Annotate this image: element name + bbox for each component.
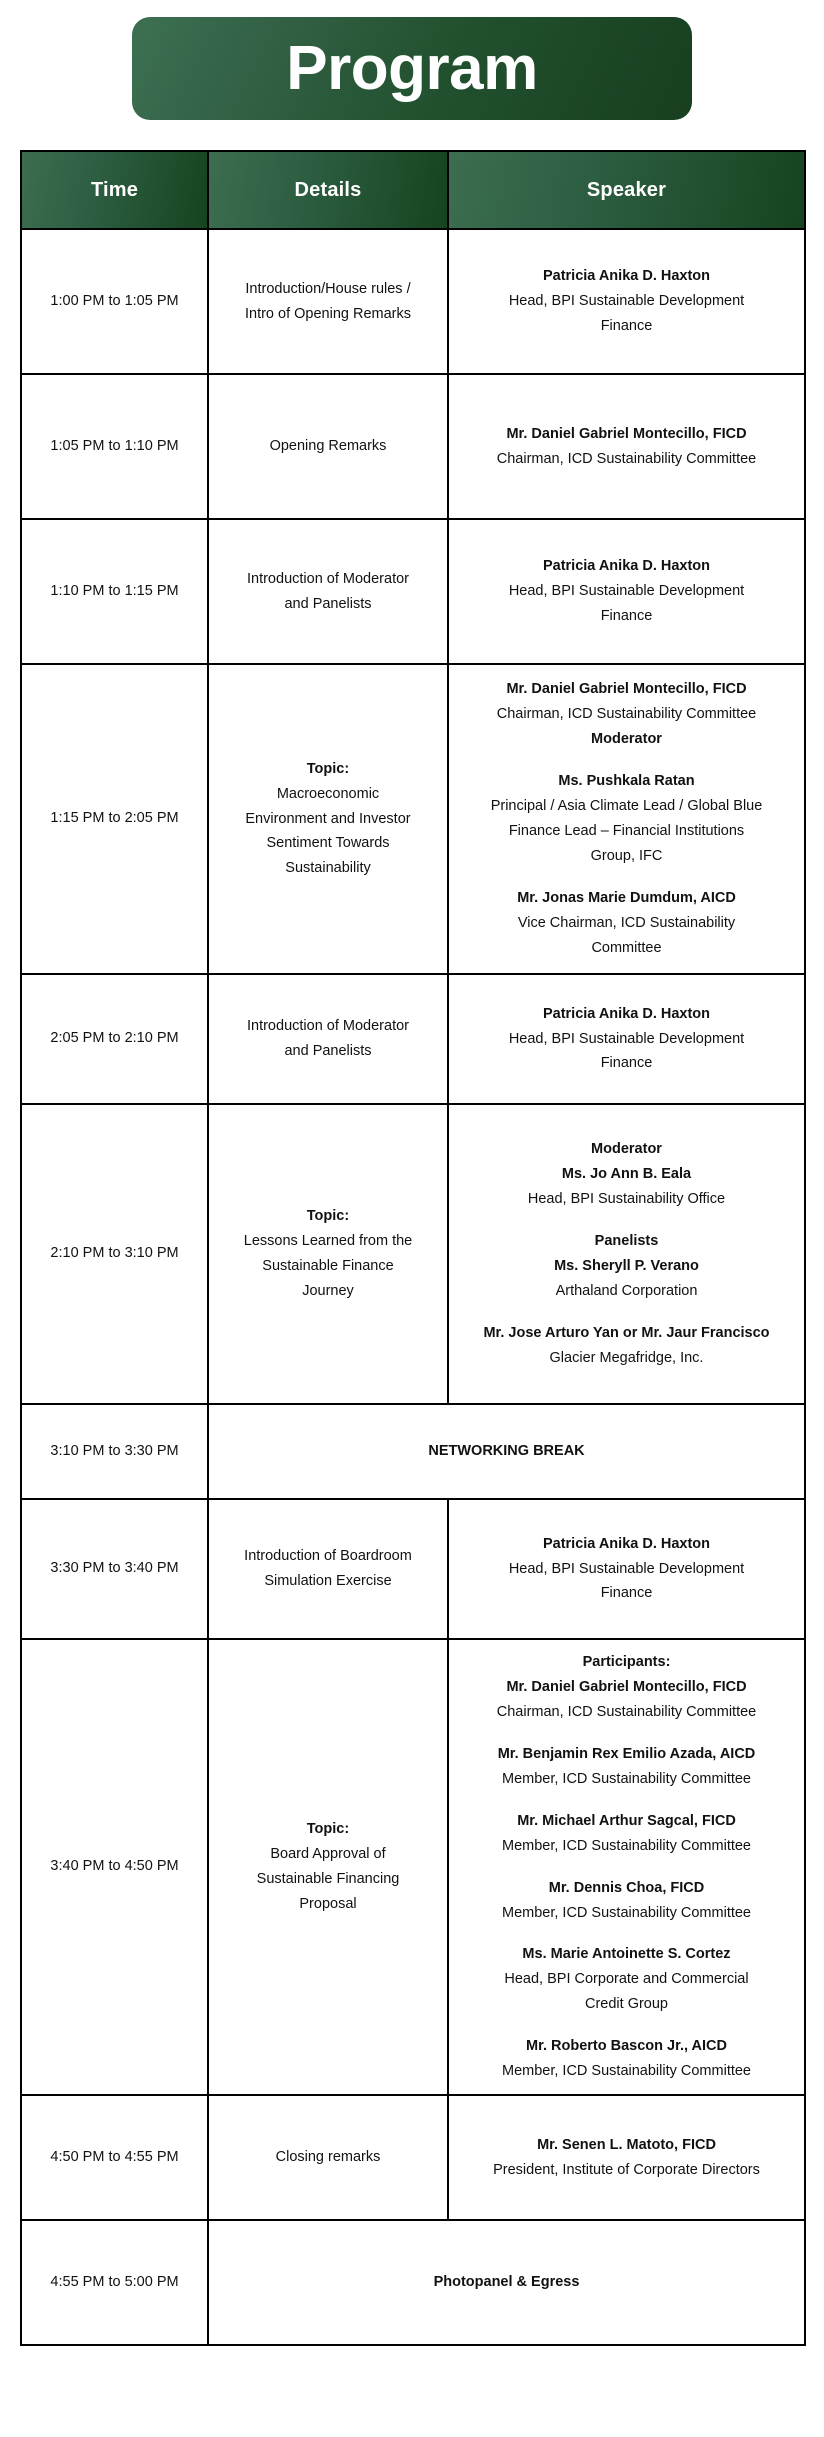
speaker-role: Head, BPI Corporate and Commercial xyxy=(504,1971,749,1988)
table-row xyxy=(21,664,805,974)
details-line: and Panelists xyxy=(284,1043,372,1059)
table-row xyxy=(21,974,805,1104)
table-header-row xyxy=(21,151,805,229)
details-line: Introduction/House rules / xyxy=(245,280,411,297)
speaker-block xyxy=(457,1742,796,1792)
details-line: Sustainable Finance xyxy=(262,1258,394,1274)
speaker-role: Finance xyxy=(600,317,653,334)
speaker-role: Member, ICD Sustainability Committee xyxy=(502,2063,751,2080)
cell-details xyxy=(208,374,448,519)
speaker-name: Ms. Sheryll P. Verano xyxy=(554,1258,699,1274)
program-table xyxy=(20,150,806,2346)
speaker-role: Finance xyxy=(600,1585,653,1602)
details-line: Topic: xyxy=(306,1208,350,1225)
details-line: and Panelists xyxy=(284,595,372,612)
speaker-block xyxy=(457,1809,796,1859)
speaker-name: Mr. Daniel Gabriel Montecillo, FICD xyxy=(506,1678,747,1695)
cell-speaker xyxy=(448,374,805,519)
speaker-block-spacer xyxy=(457,1925,796,1942)
speaker-name: Patricia Anika D. Haxton xyxy=(542,1005,711,1022)
cell-details xyxy=(208,519,448,664)
speaker-role: Head, BPI Sustainable Development xyxy=(508,293,745,310)
details-line: Introduction of Boardroom xyxy=(244,1548,412,1565)
cell-speaker xyxy=(448,519,805,664)
speaker-block xyxy=(457,2133,796,2183)
speaker-role: Head, BPI Sustainable Development xyxy=(508,583,745,600)
details-line: Journey xyxy=(302,1282,354,1299)
cell-details xyxy=(208,2095,448,2220)
speaker-role: Credit Group xyxy=(584,1996,668,2013)
details-line: Sustainability xyxy=(285,860,371,877)
speaker-role: Member, ICD Sustainability Committee xyxy=(502,1837,751,1854)
table-row xyxy=(21,1639,805,2095)
speaker-name: Mr. Benjamin Rex Emilio Azada, AICD xyxy=(497,1745,756,1762)
cell-speaker xyxy=(448,229,805,374)
details-line: Topic: xyxy=(306,1821,350,1838)
cell-merged-note: Photopanel & Egress xyxy=(208,2220,805,2345)
speaker-block xyxy=(457,1321,796,1371)
speaker-name: Ms. Pushkala Ratan xyxy=(558,773,695,790)
speaker-name: Participants: xyxy=(582,1654,671,1670)
column-header-details: Details xyxy=(208,151,448,229)
speaker-block-spacer xyxy=(457,2017,796,2034)
details-line: Introduction of Moderator xyxy=(246,570,409,587)
details-line: Intro of Opening Remarks xyxy=(244,305,412,322)
speaker-name: Mr. Michael Arthur Sagcal, FICD xyxy=(517,1812,736,1829)
table-row xyxy=(21,519,805,664)
cell-time: 2:05 PM to 2:10 PM xyxy=(21,974,208,1104)
table-row xyxy=(21,2220,805,2345)
cell-time: 4:50 PM to 4:55 PM xyxy=(21,2095,208,2220)
details-line: Lessons Learned from the xyxy=(243,1233,413,1250)
speaker-role: Head, BPI Sustainable Development xyxy=(508,1560,745,1577)
speaker-name: Ms. Marie Antoinette S. Cortez xyxy=(522,1946,731,1963)
speaker-role: Committee xyxy=(591,939,662,956)
details-line: Sustainable Financing xyxy=(256,1871,400,1888)
column-header-speaker: Speaker xyxy=(448,151,805,229)
speaker-block-spacer xyxy=(457,1792,796,1809)
speaker-role: Arthaland Corporation xyxy=(555,1282,698,1299)
cell-speaker xyxy=(448,1639,805,2095)
table-row xyxy=(21,1404,805,1499)
column-header-time: Time xyxy=(21,151,208,229)
speaker-role: Chairman, ICD Sustainability Committee xyxy=(496,450,757,467)
details-line: Introduction of Moderator xyxy=(246,1018,409,1035)
page-title: Program xyxy=(286,33,538,103)
speaker-block-spacer xyxy=(457,1859,796,1876)
speaker-block xyxy=(457,1229,796,1304)
speaker-block xyxy=(457,1942,796,2017)
speaker-block xyxy=(457,1002,796,1077)
table-row xyxy=(21,2095,805,2220)
cell-details xyxy=(208,974,448,1104)
speaker-block xyxy=(457,1532,796,1607)
speaker-block xyxy=(457,1650,796,1725)
speaker-name: Patricia Anika D. Haxton xyxy=(542,268,711,285)
speaker-role: Finance Lead – Financial Institutions xyxy=(508,823,745,839)
speaker-role: Group, IFC xyxy=(590,847,663,864)
table-head xyxy=(21,151,805,229)
speaker-block-spacer xyxy=(457,1304,796,1321)
table-body xyxy=(21,229,805,2345)
cell-time: 1:10 PM to 1:15 PM xyxy=(21,519,208,664)
speaker-block xyxy=(457,264,796,339)
cell-details xyxy=(208,229,448,374)
speaker-block xyxy=(457,2034,796,2084)
speaker-name: Mr. Senen L. Matoto, FICD xyxy=(537,2136,716,2153)
speaker-role: Vice Chairman, ICD Sustainability xyxy=(517,914,736,931)
speaker-role: Finance xyxy=(600,607,653,624)
speaker-role: President, Institute of Corporate Directors xyxy=(493,2161,760,2178)
cell-time: 1:00 PM to 1:05 PM xyxy=(21,229,208,374)
speaker-block xyxy=(457,769,796,869)
details-line: Closing remarks xyxy=(275,2149,381,2166)
details-line: Simulation Exercise xyxy=(264,1573,392,1589)
cell-speaker xyxy=(448,2095,805,2220)
speaker-name: Mr. Jose Arturo Yan or Mr. Jaur Francisco xyxy=(483,1324,770,1341)
speaker-block-spacer xyxy=(457,869,796,886)
cell-details xyxy=(208,1499,448,1639)
speaker-role: Head, BPI Sustainability Office xyxy=(527,1191,726,1208)
cell-speaker xyxy=(448,1499,805,1639)
cell-time: 1:05 PM to 1:10 PM xyxy=(21,374,208,519)
program-table-container xyxy=(0,120,824,2370)
speaker-role: Head, BPI Sustainable Development xyxy=(508,1030,745,1047)
speaker-name: Panelists xyxy=(594,1233,659,1250)
cell-merged-note: NETWORKING BREAK xyxy=(208,1404,805,1499)
cell-details xyxy=(208,664,448,974)
speaker-block-spacer xyxy=(457,752,796,769)
details-line: Sentiment Towards xyxy=(266,835,390,852)
speaker-role: Member, ICD Sustainability Committee xyxy=(502,1770,751,1787)
speaker-name: Mr. Dennis Choa, FICD xyxy=(548,1879,705,1896)
cell-time: 3:30 PM to 3:40 PM xyxy=(21,1499,208,1639)
title-banner xyxy=(132,17,692,120)
table-row xyxy=(21,1104,805,1404)
table-row xyxy=(21,1499,805,1639)
speaker-block-spacer xyxy=(457,1725,796,1742)
details-line: Environment and Investor xyxy=(245,810,411,827)
speaker-block xyxy=(457,1137,796,1212)
details-line: Proposal xyxy=(299,1896,357,1912)
speaker-block xyxy=(457,886,796,961)
cell-time: 2:10 PM to 3:10 PM xyxy=(21,1104,208,1404)
cell-details xyxy=(208,1104,448,1404)
speaker-role: Member, ICD Sustainability Committee xyxy=(502,1904,751,1921)
cell-time: 3:40 PM to 4:50 PM xyxy=(21,1639,208,2095)
speaker-block xyxy=(457,677,796,752)
speaker-name: Mr. Jonas Marie Dumdum, AICD xyxy=(517,889,736,906)
cell-time: 1:15 PM to 2:05 PM xyxy=(21,664,208,974)
speaker-block xyxy=(457,1876,796,1926)
speaker-name: Patricia Anika D. Haxton xyxy=(542,558,711,575)
speaker-role: Glacier Megafridge, Inc. xyxy=(549,1349,704,1366)
speaker-name: Mr. Roberto Bascon Jr., AICD xyxy=(526,2038,727,2055)
speaker-name: Mr. Daniel Gabriel Montecillo, FICD xyxy=(506,425,747,442)
cell-speaker xyxy=(448,974,805,1104)
speaker-role: Chairman, ICD Sustainability Committee xyxy=(496,1703,757,1720)
speaker-name: Ms. Jo Ann B. Eala xyxy=(561,1166,692,1183)
speaker-name: Moderator xyxy=(591,731,662,748)
speaker-name: Patricia Anika D. Haxton xyxy=(542,1535,711,1552)
cell-speaker xyxy=(448,664,805,974)
table-row xyxy=(21,374,805,519)
speaker-role: Principal / Asia Climate Lead / Global Blue xyxy=(490,798,763,815)
cell-details xyxy=(208,1639,448,2095)
details-line: Board Approval of xyxy=(270,1846,386,1863)
speaker-name: Moderator xyxy=(591,1141,662,1158)
speaker-block xyxy=(457,422,796,472)
details-line: Topic: xyxy=(306,760,350,777)
speaker-block-spacer xyxy=(457,1212,796,1229)
cell-speaker xyxy=(448,1104,805,1404)
speaker-role: Chairman, ICD Sustainability Committee xyxy=(496,706,757,723)
table-row xyxy=(21,229,805,374)
cell-time: 3:10 PM to 3:30 PM xyxy=(21,1404,208,1499)
speaker-block xyxy=(457,554,796,629)
details-line: Opening Remarks xyxy=(269,438,387,455)
speaker-role: Finance xyxy=(600,1055,653,1072)
cell-time: 4:55 PM to 5:00 PM xyxy=(21,2220,208,2345)
speaker-name: Mr. Daniel Gabriel Montecillo, FICD xyxy=(506,681,747,698)
title-banner-container xyxy=(0,0,824,120)
details-line: Macroeconomic xyxy=(276,785,380,802)
